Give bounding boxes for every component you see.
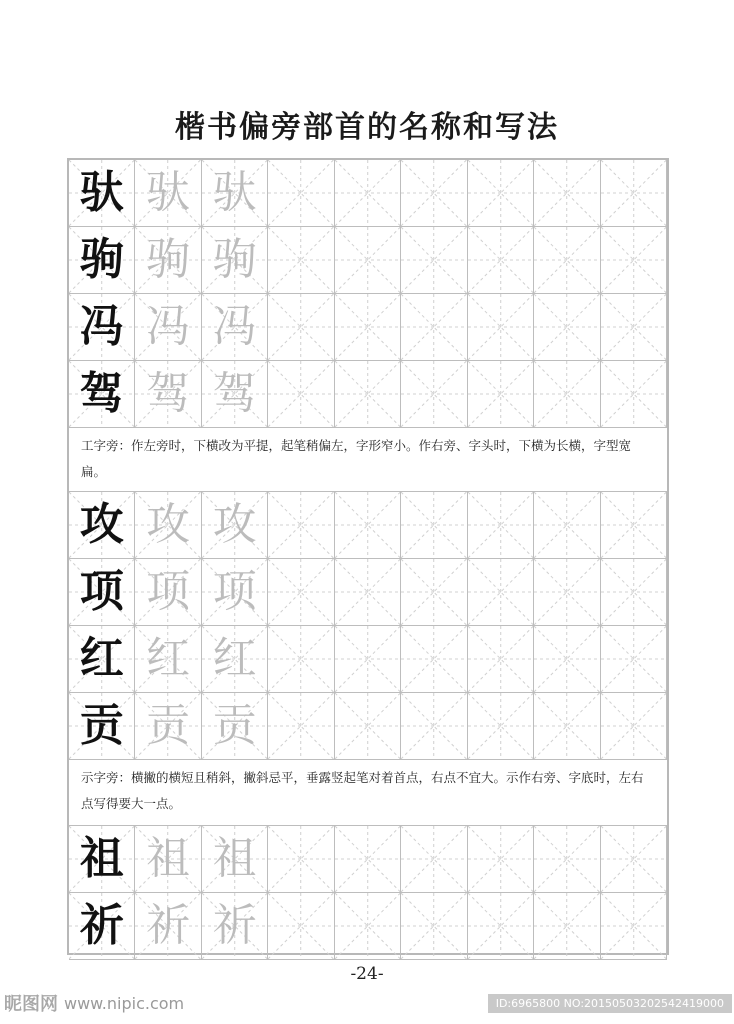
mi-grid-guide bbox=[335, 626, 400, 692]
model-character: 祈 bbox=[79, 900, 124, 951]
mi-grid-guide bbox=[534, 227, 599, 293]
blank-cell bbox=[468, 294, 534, 361]
blank-cell bbox=[335, 361, 401, 428]
mi-grid-guide bbox=[601, 361, 666, 427]
blank-cell bbox=[401, 160, 467, 227]
blank-cell bbox=[601, 492, 667, 559]
blank-cell bbox=[268, 294, 334, 361]
mi-grid-guide bbox=[601, 693, 666, 759]
blank-cell bbox=[601, 826, 667, 893]
blank-cell bbox=[601, 626, 667, 693]
mi-grid-guide bbox=[601, 826, 666, 892]
mi-grid-guide bbox=[401, 227, 466, 293]
blank-cell bbox=[335, 294, 401, 361]
blank-cell bbox=[468, 492, 534, 559]
blank-cell bbox=[401, 893, 467, 960]
mi-grid-guide bbox=[534, 626, 599, 692]
blank-cell bbox=[268, 492, 334, 559]
trace-cell bbox=[135, 227, 201, 294]
model-character: 驮 bbox=[79, 167, 124, 218]
blank-cell bbox=[335, 826, 401, 893]
practice-sheet bbox=[67, 158, 669, 955]
mi-grid-guide bbox=[468, 826, 533, 892]
blank-cell bbox=[335, 160, 401, 227]
blank-cell bbox=[468, 361, 534, 428]
page-number: -24- bbox=[350, 964, 384, 984]
blank-cell bbox=[534, 160, 600, 227]
blank-cell bbox=[335, 693, 401, 760]
mi-grid-guide bbox=[401, 826, 466, 892]
model-cell bbox=[69, 826, 135, 893]
mi-grid-guide bbox=[335, 361, 400, 427]
model-character: 冯 bbox=[79, 301, 124, 352]
blank-cell bbox=[468, 626, 534, 693]
blank-cell bbox=[601, 361, 667, 428]
mi-grid-guide bbox=[468, 361, 533, 427]
model-character: 项 bbox=[79, 566, 124, 617]
mi-grid-guide bbox=[468, 227, 533, 293]
mi-grid-guide bbox=[335, 826, 400, 892]
blank-cell bbox=[401, 826, 467, 893]
trace-cell bbox=[202, 160, 268, 227]
model-cell bbox=[69, 559, 135, 626]
blank-cell bbox=[601, 227, 667, 294]
blank-cell bbox=[401, 361, 467, 428]
trace-cell bbox=[135, 294, 201, 361]
mi-grid-guide bbox=[268, 559, 333, 625]
mi-grid-guide bbox=[601, 893, 666, 959]
model-character: 红 bbox=[79, 633, 124, 684]
trace-cell bbox=[135, 361, 201, 428]
trace-character: 项 bbox=[212, 566, 257, 617]
blank-cell bbox=[534, 492, 600, 559]
mi-grid-guide bbox=[268, 492, 333, 558]
mi-grid-guide bbox=[534, 693, 599, 759]
trace-cell bbox=[202, 826, 268, 893]
trace-character: 驮 bbox=[212, 167, 257, 218]
trace-character: 红 bbox=[212, 633, 257, 684]
mi-grid-guide bbox=[401, 361, 466, 427]
mi-grid-guide bbox=[268, 294, 333, 360]
site-watermark bbox=[4, 990, 184, 1016]
blank-cell bbox=[601, 294, 667, 361]
mi-grid-guide bbox=[468, 160, 533, 226]
model-cell bbox=[69, 361, 135, 428]
trace-character: 祈 bbox=[146, 900, 191, 951]
model-character: 贡 bbox=[79, 700, 124, 751]
trace-character: 贡 bbox=[146, 700, 191, 751]
mi-grid-guide bbox=[534, 294, 599, 360]
blank-cell bbox=[401, 492, 467, 559]
blank-cell bbox=[401, 559, 467, 626]
trace-character: 祈 bbox=[212, 900, 257, 951]
trace-character: 祖 bbox=[212, 833, 257, 884]
watermark-site: www.nipic.com bbox=[64, 993, 185, 1013]
blank-cell bbox=[468, 826, 534, 893]
mi-grid-guide bbox=[534, 361, 599, 427]
mi-grid-guide bbox=[401, 559, 466, 625]
blank-cell bbox=[468, 160, 534, 227]
blank-cell bbox=[534, 361, 600, 428]
blank-cell bbox=[534, 626, 600, 693]
practice-row bbox=[69, 361, 667, 428]
blank-cell bbox=[468, 559, 534, 626]
mi-grid-guide bbox=[534, 826, 599, 892]
trace-character: 攻 bbox=[146, 499, 191, 550]
trace-character: 攻 bbox=[212, 499, 257, 550]
blank-cell bbox=[534, 826, 600, 893]
mi-grid-guide bbox=[534, 492, 599, 558]
blank-cell bbox=[534, 693, 600, 760]
blank-cell bbox=[601, 693, 667, 760]
trace-cell bbox=[202, 626, 268, 693]
model-cell bbox=[69, 294, 135, 361]
trace-cell bbox=[135, 559, 201, 626]
practice-row bbox=[69, 294, 667, 361]
practice-row bbox=[69, 893, 667, 960]
practice-row bbox=[69, 160, 667, 227]
model-character: 攻 bbox=[79, 499, 124, 550]
blank-cell bbox=[335, 893, 401, 960]
mi-grid-guide bbox=[401, 893, 466, 959]
trace-cell bbox=[202, 893, 268, 960]
blank-cell bbox=[401, 693, 467, 760]
trace-cell bbox=[202, 492, 268, 559]
practice-row bbox=[69, 626, 667, 693]
image-id-watermark: ID:6965800 NO:20150503202542419000 bbox=[488, 994, 732, 1013]
blank-cell bbox=[335, 559, 401, 626]
mi-grid-guide bbox=[268, 826, 333, 892]
mi-grid-guide bbox=[335, 893, 400, 959]
trace-character: 驾 bbox=[212, 368, 257, 419]
trace-character: 祖 bbox=[146, 833, 191, 884]
practice-row bbox=[69, 826, 667, 893]
practice-row bbox=[69, 559, 667, 626]
blank-cell bbox=[268, 227, 334, 294]
practice-row bbox=[69, 693, 667, 760]
blank-cell bbox=[268, 626, 334, 693]
model-cell bbox=[69, 693, 135, 760]
blank-cell bbox=[268, 559, 334, 626]
trace-character: 驮 bbox=[146, 167, 191, 218]
mi-grid-guide bbox=[268, 160, 333, 226]
mi-grid-guide bbox=[534, 893, 599, 959]
trace-cell bbox=[202, 559, 268, 626]
model-character: 驹 bbox=[79, 234, 124, 285]
mi-grid-guide bbox=[335, 492, 400, 558]
mi-grid-guide bbox=[335, 559, 400, 625]
trace-character: 项 bbox=[146, 566, 191, 617]
stroke-note: 工字旁：作左旁时，下横改为平提，起笔稍偏左，字形窄小。作右旁、字头时，下横为长横，字型宽扁。 bbox=[69, 428, 667, 492]
mi-grid-guide bbox=[335, 294, 400, 360]
mi-grid-guide bbox=[268, 626, 333, 692]
blank-cell bbox=[468, 227, 534, 294]
trace-character: 驹 bbox=[146, 234, 191, 285]
model-cell bbox=[69, 893, 135, 960]
blank-cell bbox=[335, 227, 401, 294]
mi-grid-guide bbox=[468, 294, 533, 360]
mi-grid-guide bbox=[601, 626, 666, 692]
trace-cell bbox=[135, 160, 201, 227]
mi-grid-guide bbox=[468, 693, 533, 759]
blank-cell bbox=[601, 559, 667, 626]
blank-cell bbox=[268, 826, 334, 893]
practice-row bbox=[69, 227, 667, 294]
trace-cell bbox=[135, 492, 201, 559]
trace-character: 冯 bbox=[212, 301, 257, 352]
mi-grid-guide bbox=[534, 559, 599, 625]
model-cell bbox=[69, 160, 135, 227]
mi-grid-guide bbox=[601, 294, 666, 360]
mi-grid-guide bbox=[335, 160, 400, 226]
mi-grid-guide bbox=[468, 559, 533, 625]
mi-grid-guide bbox=[268, 893, 333, 959]
blank-cell bbox=[534, 227, 600, 294]
trace-cell bbox=[202, 693, 268, 760]
trace-character: 驹 bbox=[212, 234, 257, 285]
stroke-note: 示字旁：横撇的横短且稍斜，撇斜忌平，垂露竖起笔对着首点，右点不宜大。示作右旁、字底时，左右点写得要大一点。 bbox=[69, 760, 667, 826]
mi-grid-guide bbox=[401, 160, 466, 226]
trace-cell bbox=[202, 361, 268, 428]
mi-grid-guide bbox=[468, 893, 533, 959]
watermark-logo: 昵图网 bbox=[4, 994, 58, 1015]
blank-cell bbox=[401, 294, 467, 361]
mi-grid-guide bbox=[335, 693, 400, 759]
mi-grid-guide bbox=[268, 227, 333, 293]
trace-cell bbox=[135, 826, 201, 893]
blank-cell bbox=[534, 559, 600, 626]
blank-cell bbox=[268, 893, 334, 960]
blank-cell bbox=[268, 361, 334, 428]
mi-grid-guide bbox=[601, 227, 666, 293]
model-cell bbox=[69, 227, 135, 294]
blank-cell bbox=[335, 492, 401, 559]
mi-grid-guide bbox=[601, 492, 666, 558]
mi-grid-guide bbox=[401, 294, 466, 360]
mi-grid-guide bbox=[335, 227, 400, 293]
blank-cell bbox=[268, 160, 334, 227]
blank-cell bbox=[534, 893, 600, 960]
blank-cell bbox=[601, 893, 667, 960]
mi-grid-guide bbox=[401, 626, 466, 692]
mi-grid-guide bbox=[468, 492, 533, 558]
blank-cell bbox=[401, 626, 467, 693]
page-title: 楷书偏旁部首的名称和写法 bbox=[175, 110, 559, 145]
blank-cell bbox=[401, 227, 467, 294]
mi-grid-guide bbox=[401, 492, 466, 558]
mi-grid-guide bbox=[401, 693, 466, 759]
model-cell bbox=[69, 626, 135, 693]
trace-character: 红 bbox=[146, 633, 191, 684]
trace-cell bbox=[135, 893, 201, 960]
blank-cell bbox=[468, 893, 534, 960]
trace-cell bbox=[202, 294, 268, 361]
trace-cell bbox=[135, 626, 201, 693]
trace-character: 贡 bbox=[212, 700, 257, 751]
trace-cell bbox=[202, 227, 268, 294]
blank-cell bbox=[268, 693, 334, 760]
practice-row bbox=[69, 492, 667, 559]
blank-cell bbox=[601, 160, 667, 227]
model-character: 祖 bbox=[79, 833, 124, 884]
mi-grid-guide bbox=[268, 361, 333, 427]
model-cell bbox=[69, 492, 135, 559]
mi-grid-guide bbox=[268, 693, 333, 759]
trace-character: 冯 bbox=[146, 301, 191, 352]
trace-cell bbox=[135, 693, 201, 760]
mi-grid-guide bbox=[534, 160, 599, 226]
mi-grid-guide bbox=[601, 559, 666, 625]
blank-cell bbox=[534, 294, 600, 361]
blank-cell bbox=[468, 693, 534, 760]
mi-grid-guide bbox=[468, 626, 533, 692]
trace-character: 驾 bbox=[146, 368, 191, 419]
model-character: 驾 bbox=[79, 368, 124, 419]
blank-cell bbox=[335, 626, 401, 693]
mi-grid-guide bbox=[601, 160, 666, 226]
